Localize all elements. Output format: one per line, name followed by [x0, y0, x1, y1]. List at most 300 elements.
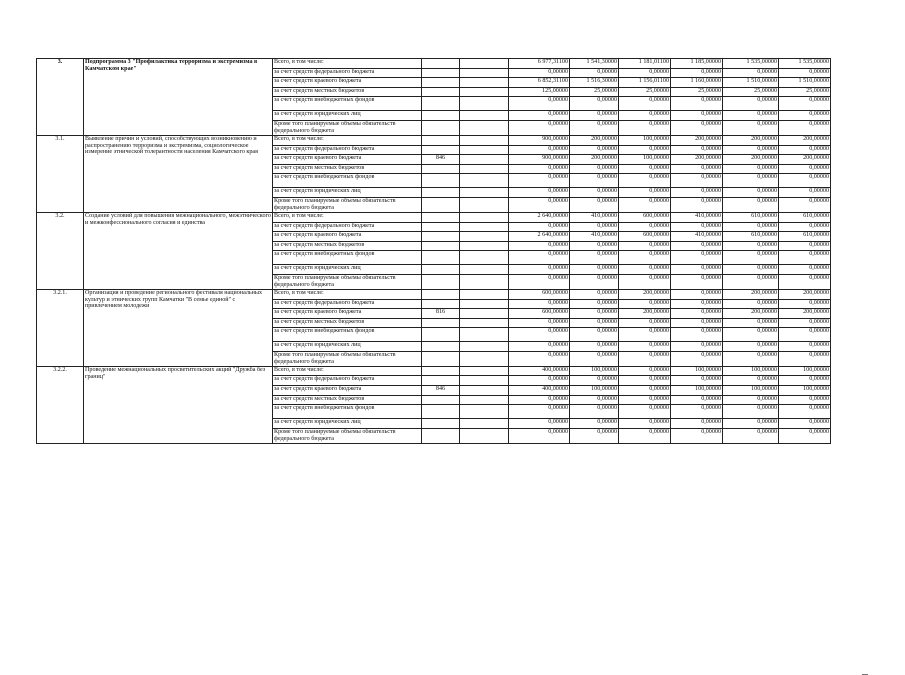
amount-cell: 6 977,31100	[509, 59, 570, 69]
amount-cell: 0,00000	[570, 351, 619, 366]
budget-code	[422, 222, 460, 232]
amount-cell: 100,00000	[779, 386, 831, 396]
amount-cell: 0,00000	[779, 97, 831, 111]
amount-cell: 200,00000	[619, 289, 671, 299]
amount-cell: 0,00000	[509, 395, 570, 405]
funding-source: за счет средств местных бюджетов	[273, 318, 422, 328]
amount-cell: 0,00000	[570, 145, 619, 155]
amount-cell: 0,00000	[671, 428, 723, 443]
amount-cell: 0,00000	[570, 188, 619, 198]
funding-source: за счет средств федерального бюджета	[273, 145, 422, 155]
amount-cell: 200,00000	[671, 155, 723, 165]
amount-cell: 600,00000	[509, 289, 570, 299]
funding-source: за счет средств местных бюджетов	[273, 164, 422, 174]
budget-code	[422, 342, 460, 352]
amount-cell: 0,00000	[723, 265, 779, 275]
amount-cell: 0,00000	[779, 197, 831, 212]
amount-cell: 0,00000	[509, 419, 570, 429]
funding-source: Кроме того планируемые объемы обязательств федерального бюджета	[273, 274, 422, 289]
amount-cell: 0,00000	[619, 351, 671, 366]
amount-cell: 0,00000	[509, 428, 570, 443]
empty-cell	[460, 68, 509, 78]
budget-code	[422, 174, 460, 188]
amount-cell: 200,00000	[779, 309, 831, 319]
empty-cell	[460, 318, 509, 328]
amount-cell: 0,00000	[671, 222, 723, 232]
budget-code	[422, 197, 460, 212]
funding-source: за счет средств федерального бюджета	[273, 299, 422, 309]
amount-cell: 0,00000	[570, 222, 619, 232]
amount-cell: 0,00000	[619, 366, 671, 376]
amount-cell: 1 516,30000	[570, 78, 619, 88]
funding-source: за счет средств юридических лиц	[273, 111, 422, 121]
amount-cell: 0,00000	[779, 145, 831, 155]
budget-code	[422, 395, 460, 405]
amount-cell: 410,00000	[671, 212, 723, 222]
amount-cell: 0,00000	[671, 289, 723, 299]
amount-cell: 610,00000	[723, 212, 779, 222]
empty-cell	[460, 155, 509, 165]
amount-cell: 0,00000	[619, 97, 671, 111]
amount-cell: 200,00000	[779, 135, 831, 145]
amount-cell: 0,00000	[723, 111, 779, 121]
funding-source: за счет средств федерального бюджета	[273, 222, 422, 232]
amount-cell: 0,00000	[570, 197, 619, 212]
funding-source: за счет средств внебюджетных фондов	[273, 405, 422, 419]
amount-cell: 410,00000	[570, 212, 619, 222]
budget-code	[422, 120, 460, 135]
budget-code	[422, 68, 460, 78]
amount-cell: 610,00000	[779, 232, 831, 242]
amount-cell: 0,00000	[723, 197, 779, 212]
amount-cell: 0,00000	[570, 164, 619, 174]
amount-cell: 0,00000	[570, 120, 619, 135]
funding-source: за счет средств внебюджетных фондов	[273, 251, 422, 265]
funding-source: за счет средств юридических лиц	[273, 265, 422, 275]
funding-source: Всего, в том числе:	[273, 366, 422, 376]
amount-cell: 0,00000	[619, 405, 671, 419]
amount-cell: 0,00000	[671, 251, 723, 265]
table-body	[37, 59, 880, 444]
funding-source: за счет средств краевого бюджета	[273, 386, 422, 396]
amount-cell: 0,00000	[723, 68, 779, 78]
amount-cell: 0,00000	[779, 405, 831, 419]
amount-cell: 0,00000	[509, 120, 570, 135]
empty-cell	[460, 232, 509, 242]
amount-cell: 25,00000	[779, 87, 831, 97]
amount-cell: 0,00000	[671, 164, 723, 174]
amount-cell: 0,00000	[779, 318, 831, 328]
amount-cell: 0,00000	[671, 174, 723, 188]
amount-cell: 0,00000	[619, 251, 671, 265]
amount-cell: 0,00000	[723, 428, 779, 443]
funding-source: за счет средств внебюджетных фондов	[273, 174, 422, 188]
amount-cell: 0,00000	[671, 197, 723, 212]
funding-source: за счет средств федерального бюджета	[273, 376, 422, 386]
amount-cell: 0,00000	[723, 274, 779, 289]
amount-cell: 0,00000	[723, 251, 779, 265]
empty-cell	[460, 241, 509, 251]
section-number: 3.	[37, 59, 84, 136]
amount-cell: 600,00000	[619, 232, 671, 242]
budget-code	[422, 274, 460, 289]
budget-code	[422, 164, 460, 174]
amount-cell: 0,00000	[619, 328, 671, 342]
budget-code	[422, 97, 460, 111]
amount-cell: 100,00000	[779, 366, 831, 376]
amount-cell: 0,00000	[570, 299, 619, 309]
budget-code	[422, 405, 460, 419]
budget-code	[422, 265, 460, 275]
amount-cell: 100,00000	[723, 366, 779, 376]
amount-cell: 410,00000	[570, 232, 619, 242]
budget-code: 846	[422, 386, 460, 396]
budget-table	[36, 58, 880, 444]
table-row	[37, 59, 880, 69]
amount-cell: 0,00000	[619, 145, 671, 155]
empty-cell	[460, 428, 509, 443]
amount-cell: 0,00000	[671, 376, 723, 386]
amount-cell: 0,00000	[723, 376, 779, 386]
budget-code: 816	[422, 309, 460, 319]
budget-code	[422, 328, 460, 342]
amount-cell: 0,00000	[509, 328, 570, 342]
amount-cell: 0,00000	[509, 222, 570, 232]
empty-cell	[460, 97, 509, 111]
amount-cell: 0,00000	[619, 222, 671, 232]
amount-cell: 0,00000	[570, 318, 619, 328]
amount-cell: 0,00000	[509, 174, 570, 188]
section-title: Проведение межнациональных просветительских акций "Дружба без границ"	[84, 366, 273, 443]
budget-code	[422, 241, 460, 251]
amount-cell: 900,00000	[509, 155, 570, 165]
empty-cell	[460, 174, 509, 188]
empty-cell	[460, 419, 509, 429]
amount-cell: 0,00000	[570, 174, 619, 188]
empty-cell	[460, 251, 509, 265]
amount-cell: 0,00000	[723, 120, 779, 135]
empty-cell	[460, 265, 509, 275]
amount-cell: 610,00000	[779, 212, 831, 222]
section-number: 3.2.	[37, 212, 84, 289]
amount-cell: 0,00000	[779, 241, 831, 251]
amount-cell: 0,00000	[619, 120, 671, 135]
amount-cell: 25,00000	[723, 87, 779, 97]
amount-cell: 0,00000	[723, 328, 779, 342]
funding-source: за счет средств местных бюджетов	[273, 395, 422, 405]
document-page	[36, 58, 869, 444]
amount-cell: 0,00000	[671, 120, 723, 135]
amount-cell: 0,00000	[779, 419, 831, 429]
amount-cell: 0,00000	[779, 328, 831, 342]
amount-cell: 0,00000	[779, 188, 831, 198]
amount-cell: 0,00000	[671, 405, 723, 419]
amount-cell: 0,00000	[723, 188, 779, 198]
amount-cell: 0,00000	[509, 197, 570, 212]
funding-source: за счет средств внебюджетных фондов	[273, 328, 422, 342]
amount-cell: 25,00000	[619, 87, 671, 97]
budget-code	[422, 59, 460, 69]
amount-cell: 0,00000	[619, 318, 671, 328]
amount-cell: 0,00000	[619, 164, 671, 174]
amount-cell: 0,00000	[671, 328, 723, 342]
amount-cell: 0,00000	[671, 419, 723, 429]
amount-cell: 0,00000	[509, 299, 570, 309]
amount-cell: 0,00000	[779, 68, 831, 78]
amount-cell: 200,00000	[723, 135, 779, 145]
funding-source: Всего, в том числе:	[273, 212, 422, 222]
funding-source: за счет средств юридических лиц	[273, 342, 422, 352]
funding-source: Кроме того планируемые объемы обязательств федерального бюджета	[273, 197, 422, 212]
amount-cell: 0,00000	[509, 251, 570, 265]
amount-cell: 0,00000	[779, 111, 831, 121]
amount-cell: 610,00000	[723, 232, 779, 242]
amount-cell: 1 185,00000	[671, 59, 723, 69]
amount-cell: 600,00000	[619, 212, 671, 222]
empty-cell	[460, 222, 509, 232]
budget-code	[422, 351, 460, 366]
amount-cell: 0,00000	[619, 376, 671, 386]
funding-source: за счет средств федерального бюджета	[273, 68, 422, 78]
amount-cell: 0,00000	[723, 97, 779, 111]
amount-cell: 0,00000	[723, 395, 779, 405]
amount-cell: 0,00000	[671, 274, 723, 289]
amount-cell: 1 510,00000	[779, 78, 831, 88]
funding-source: Всего, в том числе:	[273, 289, 422, 299]
amount-cell: 0,00000	[671, 97, 723, 111]
amount-cell: 0,00000	[723, 318, 779, 328]
budget-code	[422, 299, 460, 309]
amount-cell: 0,00000	[570, 265, 619, 275]
amount-cell: 0,00000	[570, 405, 619, 419]
amount-cell: 0,00000	[723, 405, 779, 419]
amount-cell: 1 160,00000	[671, 78, 723, 88]
amount-cell: 0,00000	[723, 351, 779, 366]
section-title: Организация и проведение регионального фестиваля национальных культур и этнических групп Камчатки "В семье единой" с привлечением молодежи	[84, 289, 273, 366]
empty-cell	[460, 188, 509, 198]
amount-cell: 0,00000	[671, 309, 723, 319]
budget-code	[422, 232, 460, 242]
amount-cell: 1 181,01100	[619, 59, 671, 69]
amount-cell: 0,00000	[779, 174, 831, 188]
table-row	[37, 135, 880, 145]
amount-cell: 0,00000	[509, 351, 570, 366]
amount-cell: 0,00000	[509, 111, 570, 121]
amount-cell: 100,00000	[723, 386, 779, 396]
amount-cell: 0,00000	[509, 318, 570, 328]
amount-cell: 0,00000	[570, 395, 619, 405]
empty-cell	[460, 299, 509, 309]
amount-cell: 0,00000	[570, 419, 619, 429]
amount-cell: 0,00000	[619, 395, 671, 405]
amount-cell: 0,00000	[779, 351, 831, 366]
amount-cell: 200,00000	[723, 289, 779, 299]
amount-cell: 0,00000	[570, 309, 619, 319]
amount-cell: 410,00000	[671, 232, 723, 242]
budget-code	[422, 366, 460, 376]
amount-cell: 1 541,30000	[570, 59, 619, 69]
amount-cell: 100,00000	[570, 386, 619, 396]
empty-cell	[460, 328, 509, 342]
amount-cell: 2 640,00000	[509, 212, 570, 222]
amount-cell: 0,00000	[619, 241, 671, 251]
empty-cell	[460, 395, 509, 405]
amount-cell: 0,00000	[619, 386, 671, 396]
amount-cell: 200,00000	[723, 155, 779, 165]
amount-cell: 0,00000	[509, 376, 570, 386]
budget-code	[422, 78, 460, 88]
budget-code: 846	[422, 155, 460, 165]
amount-cell: 1 535,00000	[723, 59, 779, 69]
amount-cell: 200,00000	[619, 309, 671, 319]
amount-cell: 200,00000	[779, 155, 831, 165]
amount-cell: 0,00000	[570, 328, 619, 342]
amount-cell: 0,00000	[671, 241, 723, 251]
amount-cell: 0,00000	[570, 274, 619, 289]
amount-cell: 0,00000	[619, 274, 671, 289]
amount-cell: 0,00000	[619, 299, 671, 309]
empty-cell	[460, 164, 509, 174]
amount-cell: 0,00000	[779, 120, 831, 135]
amount-cell: 0,00000	[723, 299, 779, 309]
funding-source: за счет средств краевого бюджета	[273, 232, 422, 242]
empty-cell	[460, 212, 509, 222]
amount-cell: 100,00000	[671, 386, 723, 396]
funding-source: Кроме того планируемые объемы обязательств федерального бюджета	[273, 428, 422, 443]
amount-cell: 0,00000	[723, 164, 779, 174]
amount-cell: 0,00000	[671, 68, 723, 78]
funding-source: за счет средств местных бюджетов	[273, 241, 422, 251]
empty-cell	[460, 120, 509, 135]
amount-cell: 0,00000	[570, 376, 619, 386]
funding-source: за счет средств юридических лиц	[273, 419, 422, 429]
table-row	[37, 289, 880, 299]
empty-cell	[460, 135, 509, 145]
amount-cell: 200,00000	[723, 309, 779, 319]
amount-cell: 0,00000	[779, 376, 831, 386]
amount-cell: 0,00000	[671, 265, 723, 275]
budget-code	[422, 135, 460, 145]
budget-code	[422, 289, 460, 299]
amount-cell: 0,00000	[509, 164, 570, 174]
empty-cell	[460, 59, 509, 69]
amount-cell: 900,00000	[509, 135, 570, 145]
amount-cell: 0,00000	[619, 428, 671, 443]
amount-cell: 0,00000	[509, 265, 570, 275]
amount-cell: 0,00000	[509, 241, 570, 251]
funding-source: за счет средств краевого бюджета	[273, 155, 422, 165]
amount-cell: 0,00000	[723, 174, 779, 188]
amount-cell: 0,00000	[671, 342, 723, 352]
table-row	[37, 366, 880, 376]
funding-source: Всего, в том числе:	[273, 135, 422, 145]
funding-source: за счет средств местных бюджетов	[273, 87, 422, 97]
amount-cell: 0,00000	[779, 299, 831, 309]
amount-cell: 0,00000	[723, 222, 779, 232]
amount-cell: 0,00000	[671, 299, 723, 309]
section-number: 3.2.1.	[37, 289, 84, 366]
funding-source: за счет средств краевого бюджета	[273, 309, 422, 319]
amount-cell: 25,00000	[570, 87, 619, 97]
amount-cell: 0,00000	[779, 395, 831, 405]
amount-cell: 0,00000	[779, 342, 831, 352]
amount-cell: 200,00000	[570, 155, 619, 165]
amount-cell: 0,00000	[570, 251, 619, 265]
budget-code	[422, 428, 460, 443]
amount-cell: 0,00000	[671, 351, 723, 366]
empty-cell	[460, 376, 509, 386]
amount-cell: 200,00000	[779, 289, 831, 299]
budget-code	[422, 145, 460, 155]
amount-cell: 0,00000	[570, 428, 619, 443]
funding-source: за счет средств юридических лиц	[273, 188, 422, 198]
amount-cell: 1 510,00000	[723, 78, 779, 88]
empty-cell	[460, 78, 509, 88]
section-number: 3.2.2.	[37, 366, 84, 443]
amount-cell: 0,00000	[723, 241, 779, 251]
section-number: 3.1.	[37, 135, 84, 212]
budget-code	[422, 111, 460, 121]
amount-cell: 0,00000	[509, 188, 570, 198]
amount-cell: 0,00000	[671, 395, 723, 405]
budget-code	[422, 212, 460, 222]
amount-cell: 100,00000	[619, 155, 671, 165]
empty-cell	[460, 274, 509, 289]
table-row	[37, 212, 880, 222]
amount-cell: 2 640,00000	[509, 232, 570, 242]
amount-cell: 0,00000	[619, 68, 671, 78]
amount-cell: 0,00000	[619, 188, 671, 198]
amount-cell: 0,00000	[671, 111, 723, 121]
funding-source: Кроме того планируемые объемы обязательств федерального бюджета	[273, 351, 422, 366]
amount-cell: 0,00000	[779, 428, 831, 443]
amount-cell: 0,00000	[570, 289, 619, 299]
amount-cell: 0,00000	[619, 265, 671, 275]
amount-cell: 0,00000	[671, 145, 723, 155]
amount-cell: 0,00000	[619, 419, 671, 429]
funding-source: Всего, в том числе:	[273, 59, 422, 69]
amount-cell: 25,00000	[671, 87, 723, 97]
amount-cell: 0,00000	[509, 97, 570, 111]
amount-cell: 125,00000	[509, 87, 570, 97]
amount-cell: 100,00000	[671, 366, 723, 376]
amount-cell: 100,00000	[570, 366, 619, 376]
amount-cell: 0,00000	[509, 145, 570, 155]
amount-cell: 0,00000	[723, 145, 779, 155]
empty-cell	[460, 342, 509, 352]
empty-cell	[460, 145, 509, 155]
budget-code	[422, 87, 460, 97]
empty-cell	[460, 289, 509, 299]
budget-code	[422, 419, 460, 429]
empty-cell	[460, 351, 509, 366]
budget-code	[422, 251, 460, 265]
amount-cell: 0,00000	[779, 222, 831, 232]
amount-cell: 0,00000	[570, 342, 619, 352]
amount-cell: 100,00000	[619, 135, 671, 145]
funding-source: Кроме того планируемые объемы обязательств федерального бюджета	[273, 120, 422, 135]
amount-cell: 0,00000	[509, 342, 570, 352]
funding-source: за счет средств внебюджетных фондов	[273, 97, 422, 111]
empty-cell	[460, 366, 509, 376]
amount-cell: 200,00000	[570, 135, 619, 145]
budget-code	[422, 318, 460, 328]
amount-cell: 0,00000	[570, 241, 619, 251]
amount-cell: 0,00000	[570, 68, 619, 78]
amount-cell: 0,00000	[570, 111, 619, 121]
amount-cell: 0,00000	[619, 174, 671, 188]
section-title: Выявление причин и условий, способствующих возникновению и распространению терроризма и экстремизма, социологическое измерение этнической толерантности населения Камчатского края	[84, 135, 273, 212]
